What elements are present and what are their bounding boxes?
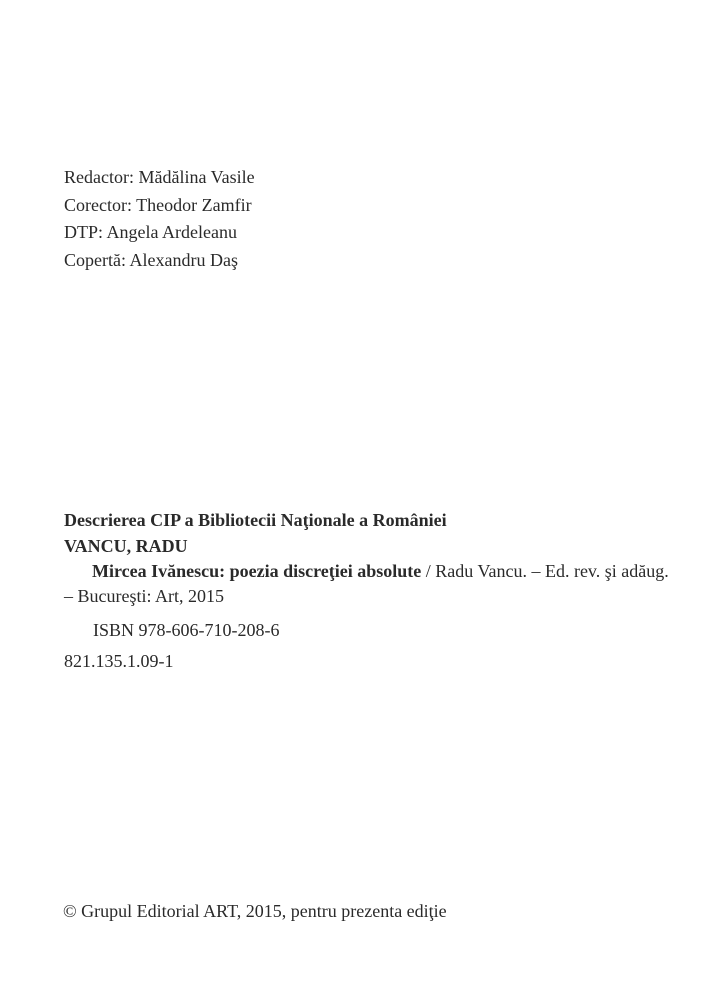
cip-description	[64, 559, 674, 609]
cip-block	[64, 507, 674, 674]
cip-cdu: 821.135.1.09-1	[64, 651, 174, 671]
credit-proofreader: Corector: Theodor Zamfir	[64, 194, 252, 215]
cip-book-title: Mircea Ivănescu: poezia discreţiei absolute	[92, 561, 422, 581]
credit-cover: Copertă: Alexandru Daş	[64, 249, 238, 270]
cip-heading: Descrierea CIP a Bibliotecii Naţionale a României	[64, 510, 447, 530]
credits-block	[64, 164, 255, 274]
credit-editor: Redactor: Mădălina Vasile	[64, 167, 255, 187]
copyright-notice: © Grupul Editorial ART, 2015, pentru prezenta ediţie	[63, 901, 447, 921]
cip-isbn: ISBN 978-606-710-208-6	[93, 620, 280, 640]
credit-dtp: DTP: Angela Ardeleanu	[64, 222, 237, 242]
cip-author: VANCU, RADU	[64, 536, 188, 556]
cip-book-details: / Radu Vancu. – Ed. rev. şi adăug. – Bucureşti: Art, 2015	[64, 561, 669, 606]
